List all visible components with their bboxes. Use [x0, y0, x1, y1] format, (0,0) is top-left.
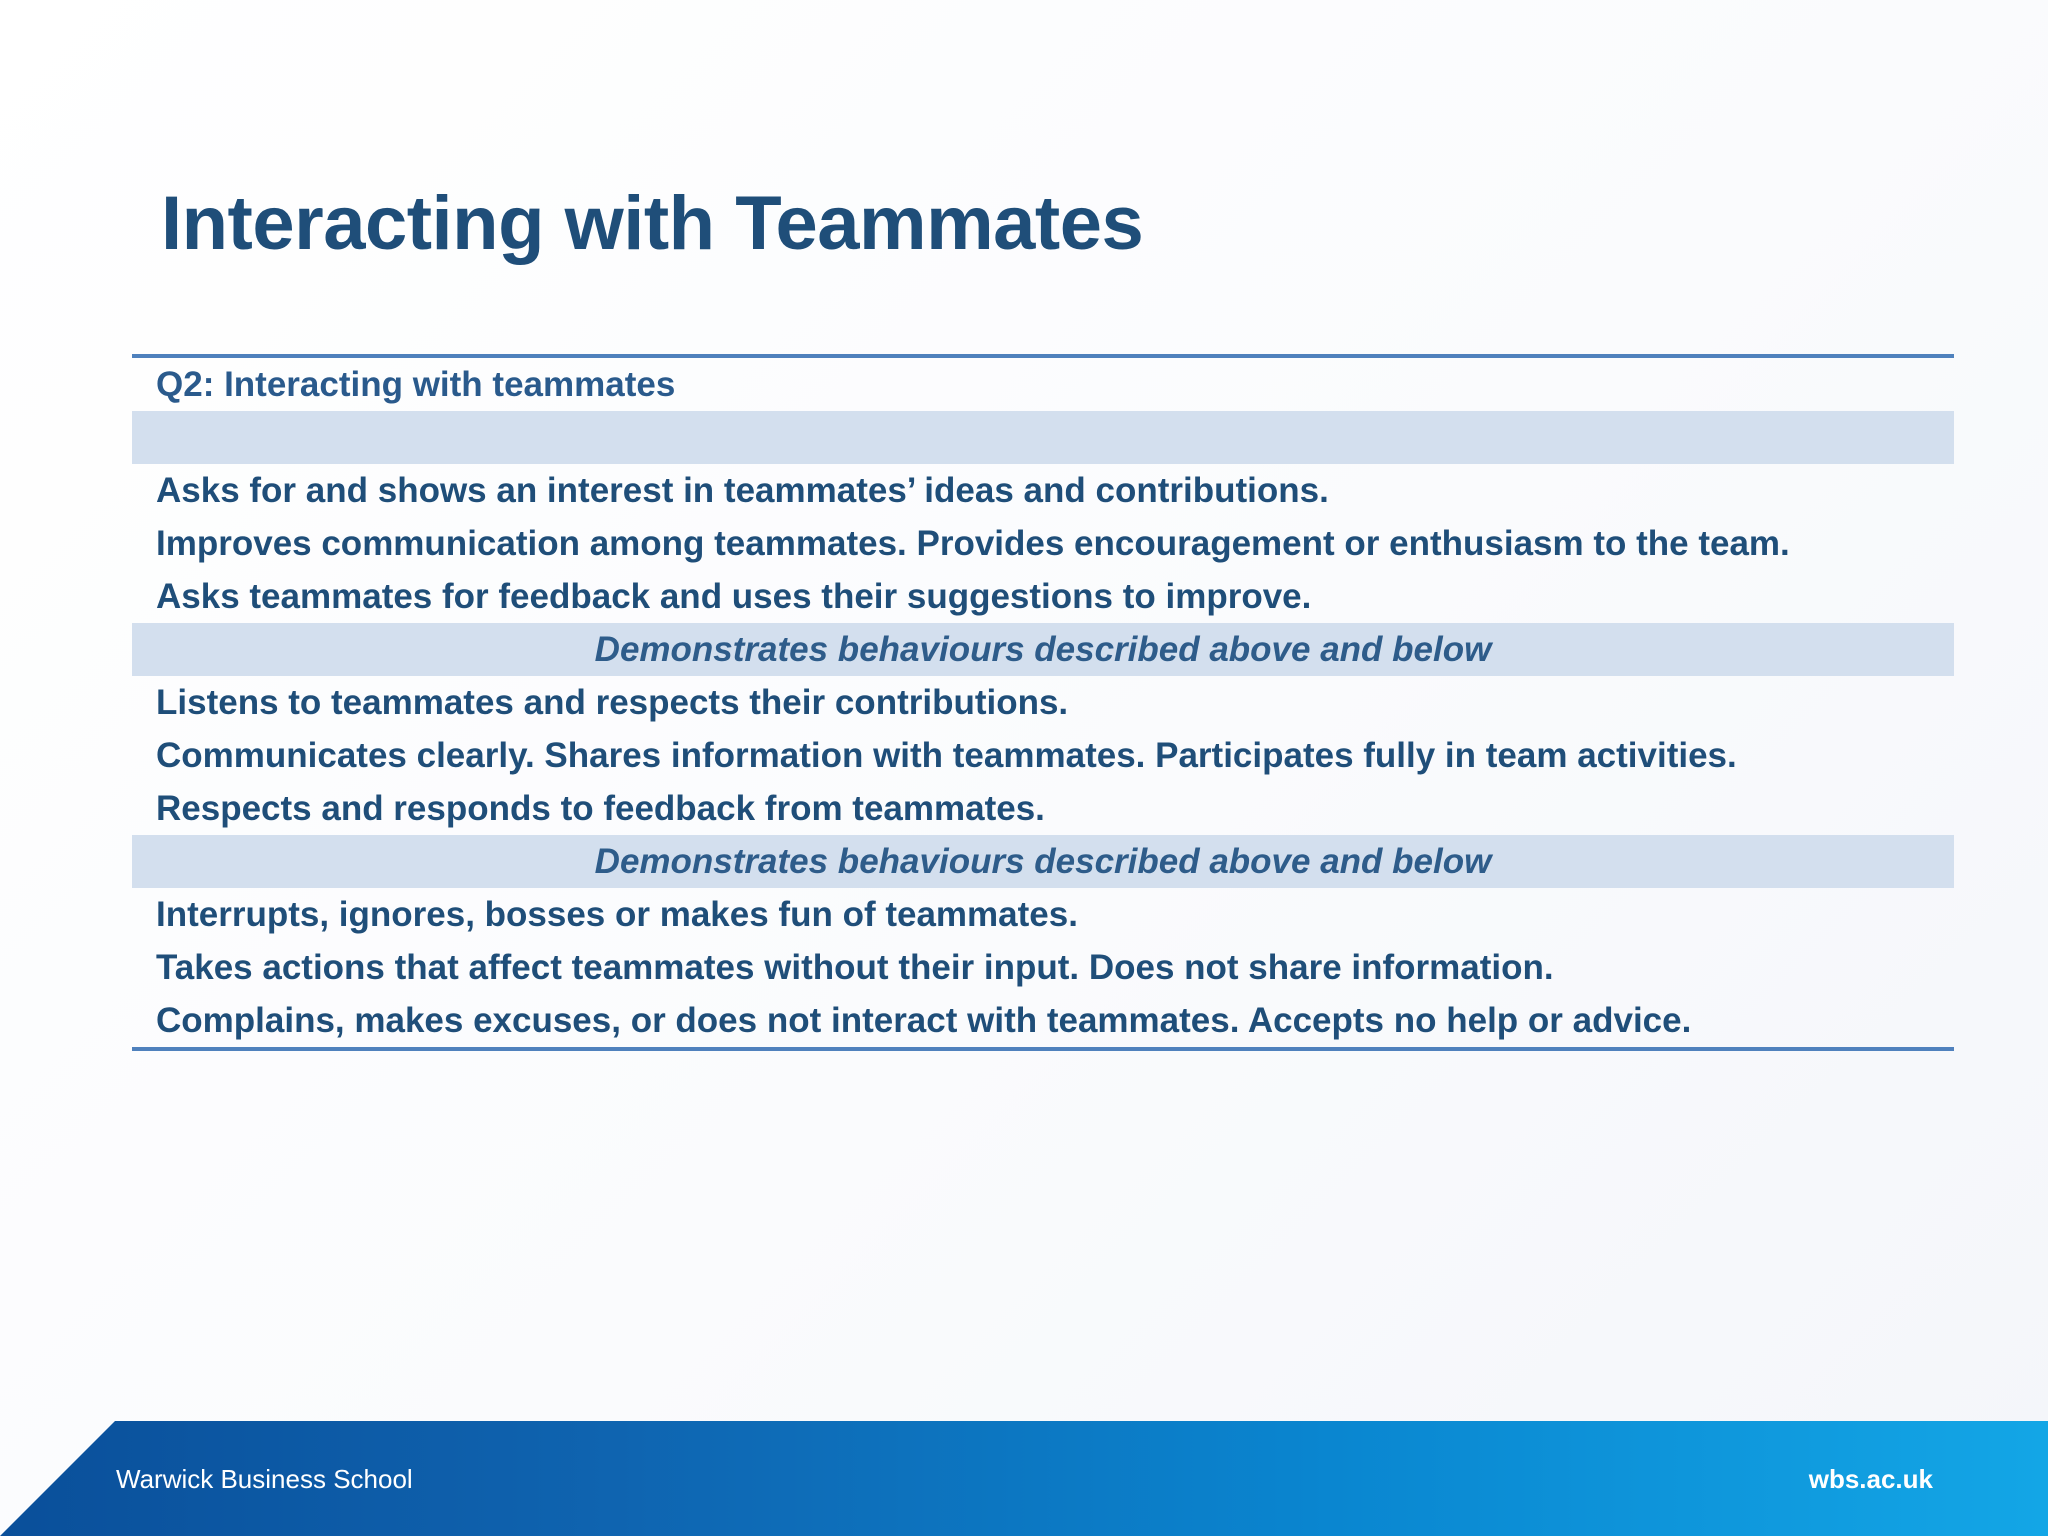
rubric-table	[132, 354, 1954, 1051]
rubric-high-item: Improves communication among teammates. Provides encouragement or enthusiasm to the team.	[156, 524, 1790, 563]
rubric-blank-band	[132, 411, 1954, 464]
rubric-separator: Demonstrates behaviours described above and below	[132, 835, 1954, 888]
rubric-low-item: Complains, makes excuses, or does not interact with teammates. Accepts no help or advice.	[156, 1001, 1692, 1040]
rubric-low-item: Takes actions that affect teammates without their input. Does not share information.	[156, 948, 1554, 987]
rubric-low-item: Interrupts, ignores, bosses or makes fun of teammates.	[156, 895, 1078, 934]
rubric-header: Q2: Interacting with teammates	[156, 365, 676, 404]
slide-title: Interacting with Teammates	[161, 181, 1144, 266]
footer-brand: Warwick Business School	[116, 1464, 413, 1494]
rubric-high-item: Asks for and shows an interest in teammates’ ideas and contributions.	[156, 471, 1329, 510]
rubric-high-item: Asks teammates for feedback and uses their suggestions to improve.	[156, 577, 1312, 616]
rubric-separator: Demonstrates behaviours described above and below	[132, 623, 1954, 676]
rubric-middle-item: Communicates clearly. Shares information with teammates. Participates fully in team activities.	[156, 736, 1737, 775]
rubric-middle-item: Respects and responds to feedback from teammates.	[156, 789, 1045, 828]
footer-url: wbs.ac.uk	[1808, 1464, 1933, 1494]
rubric-middle-item: Listens to teammates and respects their contributions.	[156, 683, 1069, 722]
